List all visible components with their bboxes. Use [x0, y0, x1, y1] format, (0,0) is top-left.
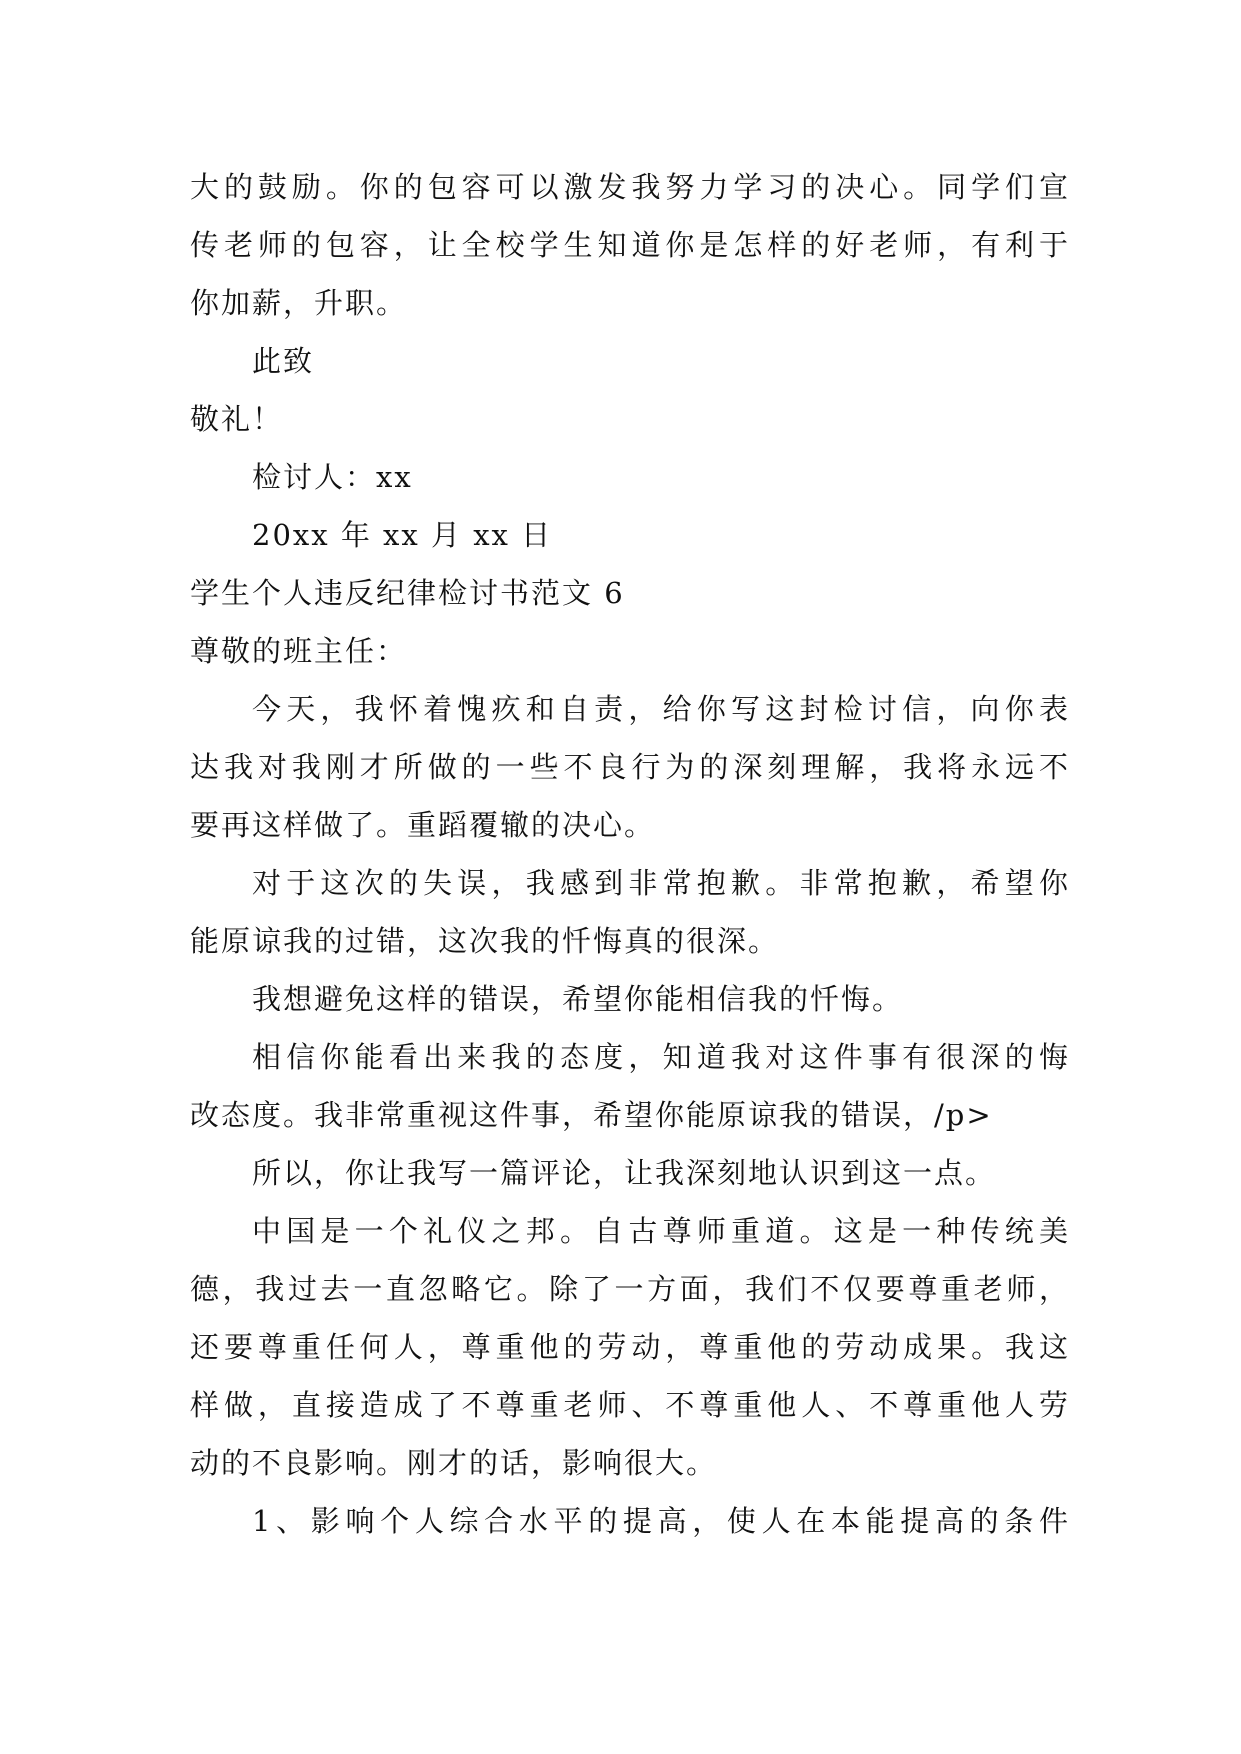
- signature-date: 20xx 年 xx 月 xx 日: [252, 518, 553, 552]
- text-line: 你加薪，升职。: [190, 286, 408, 320]
- text-line: 我想避免这样的错误，希望你能相信我的忏悔。: [252, 982, 904, 1016]
- text-line: 样做，直接造成了不尊重老师、不尊重他人、不尊重他人劳: [190, 1388, 1070, 1422]
- closing-respect: 敬礼！: [190, 402, 284, 436]
- closing-salutation: 此致: [252, 344, 315, 378]
- text-line: 传老师的包容，让全校学生知道你是怎样的好老师，有利于: [190, 228, 1070, 262]
- text-line: 动的不良影响。刚才的话，影响很大。: [190, 1446, 718, 1480]
- text-line: 对于这次的失误，我感到非常抱歉。非常抱歉，希望你: [252, 866, 1070, 900]
- text-line: 德，我过去一直忽略它。除了一方面，我们不仅要尊重老师，: [190, 1272, 1070, 1306]
- section-title: 学生个人违反纪律检讨书范文 6: [190, 576, 625, 610]
- text-line: 达我对我刚才所做的一些不良行为的深刻理解，我将永远不: [190, 750, 1070, 784]
- text-line: 所以，你让我写一篇评论，让我深刻地认识到这一点。: [252, 1156, 997, 1190]
- text-line: 大的鼓励。你的包容可以激发我努力学习的决心。同学们宣: [190, 170, 1070, 204]
- text-line: 改态度。我非常重视这件事，希望你能原谅我的错误，/p>: [190, 1098, 993, 1132]
- text-line: 能原谅我的过错，这次我的忏悔真的很深。: [190, 924, 780, 958]
- text-line: 要再这样做了。重蹈覆辙的决心。: [190, 808, 656, 842]
- text-line: 相信你能看出来我的态度，知道我对这件事有很深的悔: [252, 1040, 1070, 1074]
- text-line: 还要尊重任何人，尊重他的劳动，尊重他的劳动成果。我这: [190, 1330, 1070, 1364]
- greeting: 尊敬的班主任：: [190, 634, 408, 668]
- signature-author: 检讨人：xx: [252, 460, 413, 494]
- text-line: 1、影响个人综合水平的提高，使人在本能提高的条件: [252, 1504, 1070, 1538]
- text-line: 今天，我怀着愧疚和自责，给你写这封检讨信，向你表: [252, 692, 1070, 726]
- document-page: [190, 158, 1070, 1550]
- text-line: 中国是一个礼仪之邦。自古尊师重道。这是一种传统美: [252, 1214, 1070, 1248]
